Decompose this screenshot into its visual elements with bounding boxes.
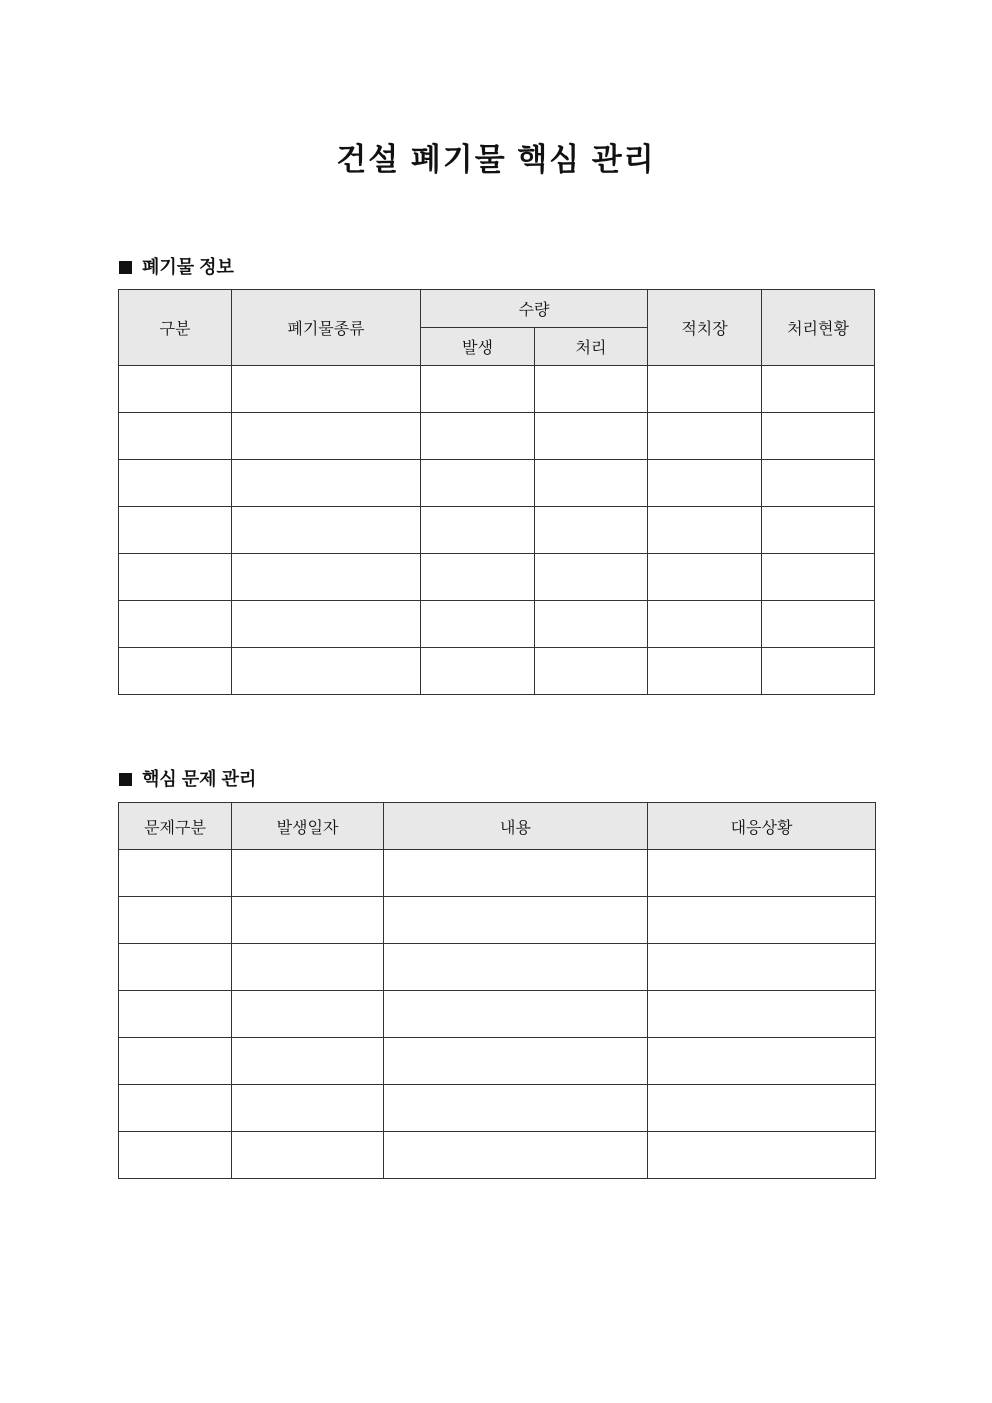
table-cell[interactable] [232, 1038, 384, 1085]
section-heading-waste-info [119, 253, 234, 279]
waste-info-table [118, 289, 875, 695]
table-cell[interactable] [119, 507, 232, 554]
header-content: 내용 [384, 803, 648, 850]
table-cell[interactable] [648, 1132, 876, 1179]
table-cell[interactable] [535, 413, 648, 460]
table-cell[interactable] [232, 554, 421, 601]
table-row [119, 850, 876, 897]
table-row [119, 897, 876, 944]
header-waste-type: 폐기물종류 [232, 290, 421, 366]
header-status: 처리현황 [762, 290, 875, 366]
table-row [119, 460, 875, 507]
table-cell[interactable] [648, 1085, 876, 1132]
table-cell[interactable] [762, 648, 875, 695]
table-row [119, 648, 875, 695]
section-heading-text: 폐기물 정보 [142, 257, 234, 277]
key-issues-table [118, 802, 876, 1179]
table-cell[interactable] [535, 648, 648, 695]
table-cell[interactable] [232, 507, 421, 554]
table-cell[interactable] [648, 413, 762, 460]
table-cell[interactable] [648, 991, 876, 1038]
table-cell[interactable] [648, 850, 876, 897]
table-cell[interactable] [119, 897, 232, 944]
table-row [119, 1038, 876, 1085]
table-row [119, 366, 875, 413]
table-cell[interactable] [232, 897, 384, 944]
table-row [119, 507, 875, 554]
table-cell[interactable] [762, 601, 875, 648]
table-cell[interactable] [535, 507, 648, 554]
header-category: 구분 [119, 290, 232, 366]
table-cell[interactable] [421, 648, 535, 695]
table-cell[interactable] [119, 944, 232, 991]
table-cell[interactable] [648, 460, 762, 507]
table-cell[interactable] [232, 944, 384, 991]
table-cell[interactable] [421, 601, 535, 648]
table-cell[interactable] [648, 1038, 876, 1085]
table-row [119, 991, 876, 1038]
table-cell[interactable] [384, 1038, 648, 1085]
table-row [119, 1085, 876, 1132]
table-cell[interactable] [232, 366, 421, 413]
table-cell[interactable] [232, 648, 421, 695]
table-row [119, 413, 875, 460]
table-cell[interactable] [119, 460, 232, 507]
table-cell[interactable] [648, 554, 762, 601]
table-cell[interactable] [384, 1132, 648, 1179]
header-date: 발생일자 [232, 803, 384, 850]
table-cell[interactable] [119, 413, 232, 460]
table-cell[interactable] [384, 944, 648, 991]
table-cell[interactable] [762, 366, 875, 413]
table-cell[interactable] [119, 601, 232, 648]
table-cell[interactable] [119, 648, 232, 695]
table-cell[interactable] [762, 554, 875, 601]
table-cell[interactable] [119, 1085, 232, 1132]
table-cell[interactable] [119, 366, 232, 413]
table-cell[interactable] [421, 413, 535, 460]
header-quantity: 수량 [421, 290, 648, 328]
table-cell[interactable] [384, 1085, 648, 1132]
header-response: 대응상황 [648, 803, 876, 850]
table-cell[interactable] [648, 366, 762, 413]
table-cell[interactable] [648, 944, 876, 991]
page-title: 건설 폐기물 핵심 관리 [336, 142, 656, 177]
table-cell[interactable] [535, 601, 648, 648]
header-processed: 처리 [535, 328, 648, 366]
table-cell[interactable] [119, 554, 232, 601]
table-cell[interactable] [535, 460, 648, 507]
table-cell[interactable] [648, 507, 762, 554]
table-cell[interactable] [384, 850, 648, 897]
table-cell[interactable] [119, 850, 232, 897]
table-cell[interactable] [648, 648, 762, 695]
table-cell[interactable] [232, 413, 421, 460]
table-cell[interactable] [232, 601, 421, 648]
table-row [119, 1132, 876, 1179]
section-heading-text: 핵심 문제 관리 [142, 769, 257, 789]
table-cell[interactable] [232, 991, 384, 1038]
table-cell[interactable] [119, 1038, 232, 1085]
table-row [119, 601, 875, 648]
table-cell[interactable] [421, 460, 535, 507]
table-cell[interactable] [421, 507, 535, 554]
table-cell[interactable] [762, 507, 875, 554]
section-heading-key-issues [119, 765, 256, 791]
table-cell[interactable] [421, 366, 535, 413]
table-cell[interactable] [762, 413, 875, 460]
square-bullet-icon [119, 261, 132, 274]
table-cell[interactable] [421, 554, 535, 601]
table-cell[interactable] [535, 554, 648, 601]
table-cell[interactable] [384, 991, 648, 1038]
table-cell[interactable] [648, 897, 876, 944]
square-bullet-icon [119, 773, 132, 786]
table-cell[interactable] [232, 460, 421, 507]
header-storage: 적치장 [648, 290, 762, 366]
table-cell[interactable] [648, 601, 762, 648]
header-problem-type: 문제구분 [119, 803, 232, 850]
table-cell[interactable] [232, 1085, 384, 1132]
table-cell[interactable] [232, 850, 384, 897]
table-cell[interactable] [232, 1132, 384, 1179]
table-cell[interactable] [384, 897, 648, 944]
table-cell[interactable] [762, 460, 875, 507]
table-cell[interactable] [119, 991, 232, 1038]
header-generated: 발생 [421, 328, 535, 366]
table-row [119, 944, 876, 991]
table-cell[interactable] [119, 1132, 232, 1179]
table-row [119, 554, 875, 601]
table-cell[interactable] [535, 366, 648, 413]
